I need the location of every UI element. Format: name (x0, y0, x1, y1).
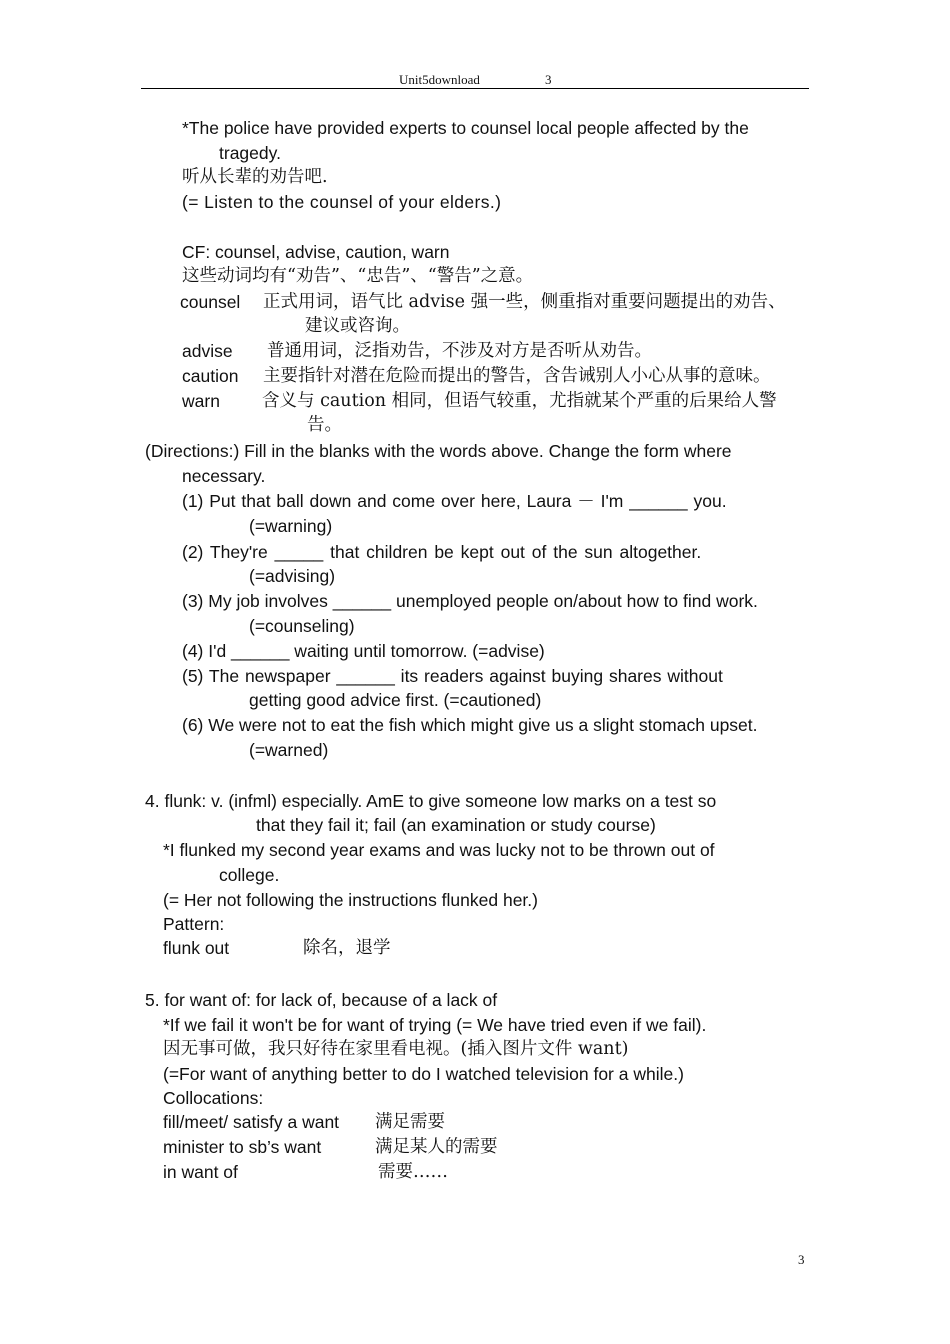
collocation-in-want-of: in want of (163, 1162, 238, 1182)
def-counsel: 正式用词，语气比 advise 强一些，侧重指对重要问题提出的劝告、 (263, 292, 786, 312)
pattern-flunk-out: flunk out (163, 938, 230, 958)
def-warn: 含义与 caution 相同，但语气较重，尤指就某个严重的后果给人警 (262, 391, 777, 411)
pattern-flunk-out-meaning: 除名，退学 (303, 938, 391, 958)
collocations-heading: Collocations: (163, 1088, 264, 1108)
entry-flunk: 4. flunk: v. (infml) especially. AmE to give someone low marks on a test so (145, 791, 717, 811)
flunk-example-continued: college. (219, 865, 280, 885)
pattern-heading: Pattern: (163, 914, 225, 934)
flunk-example: *I flunked my second year exams and was lucky not to be thrown out of (163, 840, 715, 860)
want-example: *If we fail it won't be for want of trying (= We have tried even if we fail). (163, 1015, 707, 1035)
def-caution: 主要指针对潜在危险而提出的警告，含告诫别人小心从事的意味。 (263, 366, 771, 386)
exercise-3-answer: (=counseling) (249, 616, 355, 636)
example-translation: (= Listen to the counsel of your elders.) (182, 192, 502, 212)
example-sentence: *The police have provided experts to counsel local people affected by the (182, 118, 749, 138)
exercise-4: (4) I'd ______ waiting until tomorrow. (=advise) (182, 641, 545, 661)
page-header (141, 70, 809, 89)
cf-heading: CF: counsel, advise, caution, warn (182, 242, 450, 262)
exercise-3: (3) My job involves ______ unemployed people on/about how to find work. (182, 591, 758, 611)
want-translation: (=For want of anything better to do I watched television for a while.) (163, 1064, 684, 1084)
want-chinese-example: 因无事可做，我只好待在家里看电视。(插入图片文件 want) (163, 1039, 629, 1059)
term-counsel: counsel (180, 292, 241, 312)
entry-flunk-continued: that they fail it; fail (an examination or study course) (256, 815, 656, 835)
header-page-number: 3 (545, 72, 552, 87)
collocation-minister-to: minister to sb’s want (163, 1137, 322, 1157)
footer-page-number: 3 (798, 1252, 805, 1267)
collocation-satisfy-a-want-meaning: 满足需要 (375, 1112, 445, 1132)
exercise-5: (5) The newspaper ______ its readers against buying shares without (182, 666, 723, 686)
exercise-6: (6) We were not to eat the fish which might give us a slight stomach upset. (182, 715, 758, 735)
term-advise: advise (182, 341, 233, 361)
chinese-example: 听从长辈的劝告吧. (182, 167, 328, 187)
exercise-1-answer: (=warning) (249, 516, 333, 536)
directions-continued: necessary. (182, 466, 266, 486)
def-counsel-continued: 建议或咨询。 (305, 316, 410, 336)
exercise-5-answer: getting good advice first. (=cautioned) (249, 690, 542, 710)
example-sentence-continued: tragedy. (219, 143, 281, 163)
term-warn: warn (182, 391, 220, 411)
flunk-translation: (= Her not following the instructions flunked her.) (163, 890, 538, 910)
def-warn-continued: 告。 (307, 415, 342, 435)
collocation-satisfy-a-want: fill/meet/ satisfy a want (163, 1112, 340, 1132)
cf-intro: 这些动词均有“劝告”、“忠告”、“警告”之意。 (182, 266, 534, 286)
exercise-6-answer: (=warned) (249, 740, 329, 760)
header-title: Unit5download (399, 72, 480, 87)
entry-for-want-of: 5. for want of: for lack of, because of a lack of (145, 990, 498, 1010)
directions: (Directions:) Fill in the blanks with the words above. Change the form where (145, 441, 732, 461)
exercise-1: (1) Put that ball down and come over here, Laura － I'm ______ you. (182, 491, 727, 511)
collocation-minister-to-meaning: 满足某人的需要 (375, 1137, 498, 1157)
collocation-in-want-of-meaning: 需要…… (378, 1162, 448, 1182)
term-caution: caution (182, 366, 239, 386)
exercise-2-answer: (=advising) (249, 566, 336, 586)
def-advise: 普通用词，泛指劝告，不涉及对方是否听从劝告。 (267, 341, 652, 361)
exercise-2: (2) They're _____ that children be kept out of the sun altogether. (182, 542, 702, 562)
